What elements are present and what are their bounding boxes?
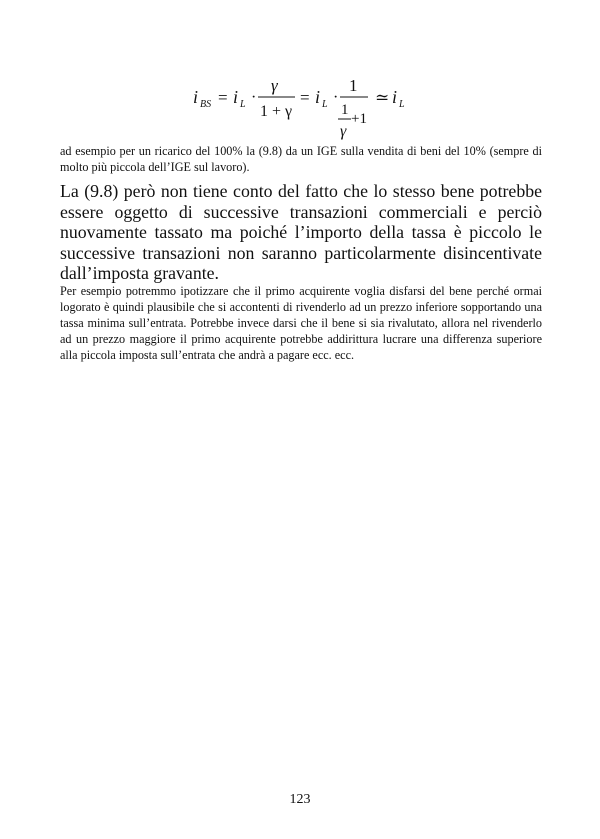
- page-number: 123: [289, 792, 311, 807]
- paragraph-main: La (9.8) però non tiene conto del fatto che lo stesso bene potrebbe essere oggetto di successive transazioni commerciali e perciò nuovamente tassato ma poiché l’importo della tassa è piccolo le successive transazioni non saranno particolarmente disincentivate dall’imposta gravante.: [60, 181, 542, 283]
- paragraph-example-note: ad esempio per un ricarico del 100% la (9.8) da un IGE sulla vendita di beni del 10% (sempre di molto più piccola dell’IGE sul lavoro).: [60, 144, 542, 174]
- formula-inner-num: 1: [341, 102, 349, 118]
- formula-il-3-sub: L: [399, 99, 405, 110]
- formula-inner-den: γ: [340, 123, 347, 140]
- formula-svg: [185, 72, 415, 142]
- formula-plus-one: +1: [351, 111, 367, 127]
- formula-il-3: i: [392, 87, 398, 107]
- formula-approx: ≃: [375, 88, 390, 107]
- formula-dot-2: ·: [333, 89, 339, 106]
- formula-dot-1: ·: [251, 89, 257, 106]
- formula-lhs-sub: BS: [200, 99, 212, 110]
- formula-il-1: i: [233, 87, 239, 107]
- formula-il-2: i: [315, 87, 321, 107]
- formula: [0, 72, 600, 142]
- formula-frac1-num: γ: [271, 76, 278, 95]
- formula-il-2-sub: L: [322, 99, 328, 110]
- paragraph-example: Per esempio potremmo ipotizzare che il primo acquirente voglia disfarsi del bene perché ormai logorato è quindi plausibile che si accontenti di rivenderlo ad un prezzo inferiore sopportando una tassa minima sull’entrata. Potrebbe invece darsi che il bene si sia rivalutato, allora nel rivenderlo ad un prezzo maggiore il primo acquirente potrebbe addirittura lucrare una differenza superiore alla piccola imposta sull’entrata che andrà a pagare ecc. ecc.: [60, 284, 542, 362]
- formula-eq-2: =: [300, 88, 310, 107]
- formula-eq-1: =: [218, 88, 228, 107]
- formula-frac1-den: 1 + γ: [260, 103, 293, 120]
- formula-il-1-sub: L: [240, 99, 246, 110]
- formula-frac2-num: 1: [349, 76, 358, 95]
- formula-lhs: i: [193, 87, 199, 107]
